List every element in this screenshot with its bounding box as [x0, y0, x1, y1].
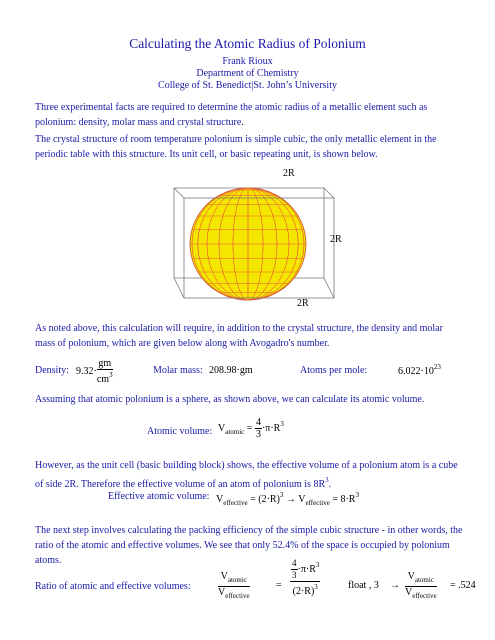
ratio-float: float , 3	[348, 580, 379, 591]
avogadro-label: Atoms per mole:	[300, 365, 368, 376]
edge-label-right: 2R	[330, 234, 342, 245]
author-college: College of St. Benedict|St. John’s University	[158, 80, 337, 91]
density-number: 9.32·	[76, 365, 97, 377]
page-title: Calculating the Atomic Radius of Polonium	[129, 36, 366, 51]
cube-edge	[174, 278, 184, 298]
density-unit	[97, 358, 113, 385]
edge-label-bottom: 2R	[297, 298, 309, 309]
cube-edge	[324, 188, 334, 198]
data-paragraph: As noted above, this calculation will require, in addition to the crystal structure, the density and molar mass of polonium, which are given below along with Avogadro's number.	[35, 323, 443, 349]
ratio-rhs-fraction: $\frac{V_{atomic}}{V_{effective}}$	[405, 571, 437, 600]
effective-volume-equation: $V_{effective} = (2\cdot R)^3 \to V_{effective} = 8\cdot R^3$	[216, 491, 359, 507]
molar-mass-value: 208.98·gm	[209, 365, 253, 376]
sphere-paragraph: Assuming that atomic polonium is a sphere, as shown above, we can calculate its atomic volume.	[35, 394, 425, 405]
intro-paragraph: Three experimental facts are required to determine the atomic radius of a metallic element such as polonium: density, molar mass and crystal structure.	[35, 102, 428, 128]
effective-volume-paragraph: However, as the unit cell (basic building block) shows, the effective volume of a polonium atom is a cube of side 2R. Therefore the effective volume of an atom of polonium is $8R^3$.	[35, 460, 458, 490]
ratio-rhs	[405, 571, 437, 602]
author-department: Department of Chemistry	[196, 68, 299, 79]
ratio-lhs	[218, 571, 250, 602]
ratio-middle-fraction: $\frac{4}{3}$ $\cdot\pi\cdot R^3$ $(2\cdot R)^3$	[292, 558, 320, 597]
molar-mass-label: Molar mass:	[153, 365, 203, 376]
packing-paragraph: The next step involves calculating the packing efficiency of the simple cubic structure - in other words, the ratio of the atomic and effective volumes. We see that only 52.4% of the space is occupied by polonium atoms.	[35, 525, 463, 566]
polonium-sphere	[190, 188, 306, 300]
avogadro-value: $6.022\cdot 10^{23}$	[398, 363, 441, 377]
ratio-equals: =	[276, 580, 282, 591]
author-name: Frank Rioux	[222, 56, 273, 67]
unit-cell-diagram	[158, 182, 348, 302]
cube-edge	[174, 188, 184, 198]
ratio-label: Ratio of atomic and effective volumes:	[35, 581, 191, 592]
edge-label-top: 2R	[283, 168, 295, 179]
density-unit-den: $cm^3$	[96, 371, 113, 385]
density-unit-num: gm	[98, 358, 112, 369]
ratio-arrow: →	[390, 580, 400, 591]
ratio-lhs-fraction: $\frac{V_{atomic}}{V_{effective}}$	[218, 571, 250, 600]
cube-edge	[324, 278, 334, 298]
atomic-volume-equation: $V_{atomic}$ = $\frac{4}{3}$ $\cdot\pi\cdot R^3$	[218, 417, 284, 440]
effective-volume-label: Effective atomic volume:	[108, 491, 210, 502]
ratio-middle	[290, 558, 320, 597]
atomic-volume-label: Atomic volume:	[147, 426, 213, 437]
structure-paragraph: The crystal structure of room temperature polonium is simple cubic, the only metallic element in the periodic table with this structure. Its unit cell, or basic repeating unit, is shown below.	[35, 134, 437, 160]
density-value	[76, 358, 113, 385]
unit-cell-figure	[158, 182, 348, 302]
ratio-result: = .524	[450, 580, 476, 591]
density-label: Density:	[35, 365, 69, 376]
